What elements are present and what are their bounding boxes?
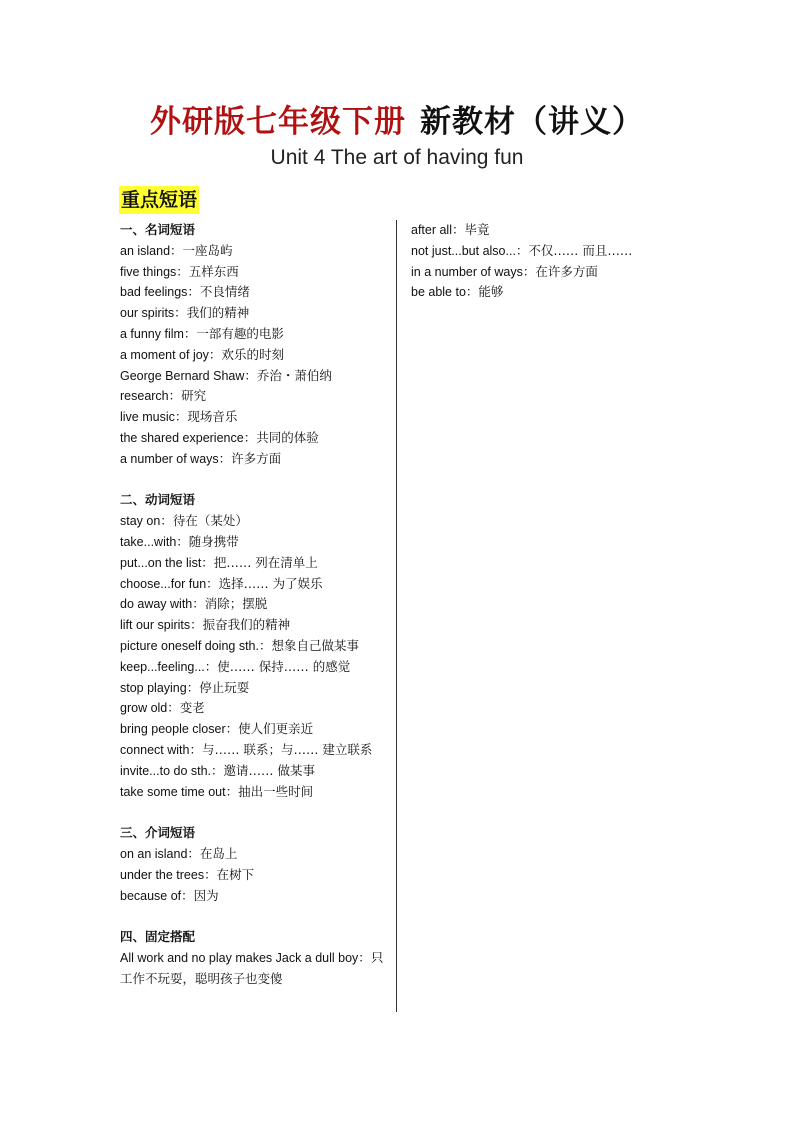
verb-phrase-list (120, 511, 390, 802)
list-item (120, 282, 390, 303)
phrase-meaning: 在许多方面 (535, 263, 598, 279)
phrase-meaning: 因为 (193, 887, 219, 903)
heading-verb-phrases: 二、动词短语 (120, 492, 196, 508)
phrase-term: not just...but also...： (411, 243, 529, 258)
phrase-meaning: 不仅…… 而且…… (528, 242, 633, 258)
phrase-meaning: 变老 (179, 700, 205, 716)
phrase-term: be able to： (411, 285, 479, 300)
phrase-term: stay on： (120, 514, 173, 529)
phrase-term: George Bernard Shaw： (120, 368, 257, 383)
prep-phrase-list (120, 844, 390, 906)
phrase-term: do away with： (120, 597, 205, 612)
fixed-phrase-list (120, 948, 390, 990)
phrase-term: keep...feeling...： (120, 659, 218, 674)
phrase-term: live music： (120, 410, 188, 425)
phrase-meaning: 振奋我们的精神 (202, 617, 291, 633)
phrase-meaning: 一座岛屿 (182, 242, 233, 258)
phrase-meaning: 研究 (181, 388, 207, 404)
list-item (120, 303, 390, 324)
list-item (411, 262, 671, 283)
phrase-term: bad feelings： (120, 285, 200, 300)
column-divider (396, 220, 397, 1012)
phrase-meaning: 停止玩耍 (199, 679, 250, 695)
phrase-meaning: 现场音乐 (187, 409, 238, 425)
phrase-term: stop playing： (120, 680, 200, 695)
list-item (411, 220, 671, 241)
phrase-term: under the trees： (120, 867, 217, 882)
phrase-term: bring people closer： (120, 722, 239, 737)
phrase-term: take some time out： (120, 784, 239, 799)
phrase-term: picture oneself doing sth.： (120, 638, 272, 653)
list-item (120, 719, 390, 740)
phrase-meaning: 使人们更亲近 (238, 721, 314, 737)
phrase-term: a funny film： (120, 326, 197, 341)
list-item (120, 553, 390, 574)
list-item (120, 844, 390, 865)
phrase-meaning: 在岛上 (199, 845, 238, 861)
phrase-term: because of： (120, 888, 194, 903)
phrase-meaning: 抽出一些时间 (238, 783, 314, 799)
phrase-term: our spirits： (120, 306, 187, 321)
phrase-term: All work and no play makes Jack a dull boy： (120, 950, 371, 965)
phrase-term: an island： (120, 243, 183, 258)
phrase-meaning: 与…… 联系；与…… 建立联系 (201, 741, 373, 757)
phrase-term: take...with： (120, 534, 189, 549)
phrase-term: choose...for fun： (120, 576, 219, 591)
phrase-term: connect with： (120, 742, 202, 757)
phrase-term: the shared experience： (120, 430, 257, 445)
list-item (120, 761, 390, 782)
phrase-meaning: 只工作不玩耍，聪明孩子也变傻 (120, 949, 384, 986)
phrase-meaning: 邀请…… 做某事 (223, 762, 316, 778)
phrase-meaning: 一部有趣的电影 (196, 325, 284, 341)
phrase-term: after all： (411, 223, 465, 237)
list-item (120, 678, 390, 699)
list-item (120, 615, 390, 636)
phrase-term: on an island： (120, 846, 200, 861)
list-item (120, 865, 390, 886)
list-item (120, 324, 390, 345)
list-item (411, 241, 671, 262)
spacer (120, 470, 390, 491)
heading-fixed-phrases: 四、固定搭配 (120, 929, 196, 945)
spacer (120, 906, 390, 927)
phrase-meaning: 在树下 (216, 866, 255, 882)
phrase-meaning: 选择…… 为了娱乐 (218, 575, 323, 591)
left-column (120, 220, 390, 989)
title-black-part: 新教材（讲义） (420, 104, 644, 140)
phrase-term: grow old： (120, 701, 180, 716)
list-item (120, 740, 390, 761)
phrase-meaning: 乔治・萧伯纳 (256, 367, 332, 383)
title-red-part: 外研版七年级下册 (150, 104, 406, 140)
list-item (120, 574, 390, 595)
phrase-meaning: 待在（某处） (172, 513, 248, 529)
list-item (120, 449, 390, 470)
list-item (411, 282, 671, 303)
phrase-meaning: 不良情绪 (199, 284, 250, 300)
phrase-meaning: 毕竟 (464, 222, 490, 237)
list-item (120, 428, 390, 449)
list-item (120, 511, 390, 532)
phrase-meaning: 随身携带 (188, 533, 239, 549)
page-subtitle: Unit 4 The art of having fun (270, 146, 524, 169)
right-column (411, 220, 671, 303)
phrase-meaning: 共同的体验 (256, 429, 319, 445)
phrase-term: lift our spirits： (120, 618, 203, 633)
spacer (120, 802, 390, 823)
page-title (0, 96, 794, 141)
phrase-meaning: 消除；摆脱 (204, 596, 268, 612)
phrase-meaning: 欢乐的时刻 (221, 346, 284, 362)
phrase-term: a moment of joy： (120, 347, 222, 362)
heading-noun-phrases: 一、名词短语 (120, 222, 196, 237)
right-phrase-list (411, 220, 671, 303)
phrase-term: in a number of ways： (411, 264, 536, 279)
phrase-meaning: 能够 (478, 284, 504, 300)
list-item (120, 948, 390, 990)
phrase-term: five things： (120, 264, 189, 279)
list-item (120, 886, 390, 907)
phrase-meaning: 想象自己做某事 (271, 637, 359, 653)
list-item (120, 782, 390, 803)
phrase-term: a number of ways： (120, 451, 232, 466)
phrase-term: put...on the list： (120, 555, 214, 570)
list-item (120, 241, 390, 262)
phrase-term: invite...to do sth.： (120, 763, 224, 778)
section-label-key-phrases: 重点短语 (119, 186, 199, 214)
noun-phrase-list (120, 241, 390, 470)
list-item (120, 386, 390, 407)
phrase-meaning: 把…… 列在清单上 (213, 554, 318, 570)
list-item (120, 345, 390, 366)
list-item (120, 532, 390, 553)
phrase-meaning: 使…… 保持…… 的感觉 (217, 658, 351, 674)
list-item (120, 594, 390, 615)
phrase-term: research： (120, 389, 182, 404)
list-item (120, 262, 390, 283)
list-item (120, 366, 390, 387)
heading-prep-phrases: 三、介词短语 (120, 825, 196, 841)
list-item (120, 657, 390, 678)
phrase-meaning: 许多方面 (231, 450, 282, 466)
list-item (120, 698, 390, 719)
list-item (120, 636, 390, 657)
phrase-meaning: 我们的精神 (186, 305, 250, 321)
phrase-meaning: 五样东西 (188, 263, 239, 279)
list-item (120, 407, 390, 428)
